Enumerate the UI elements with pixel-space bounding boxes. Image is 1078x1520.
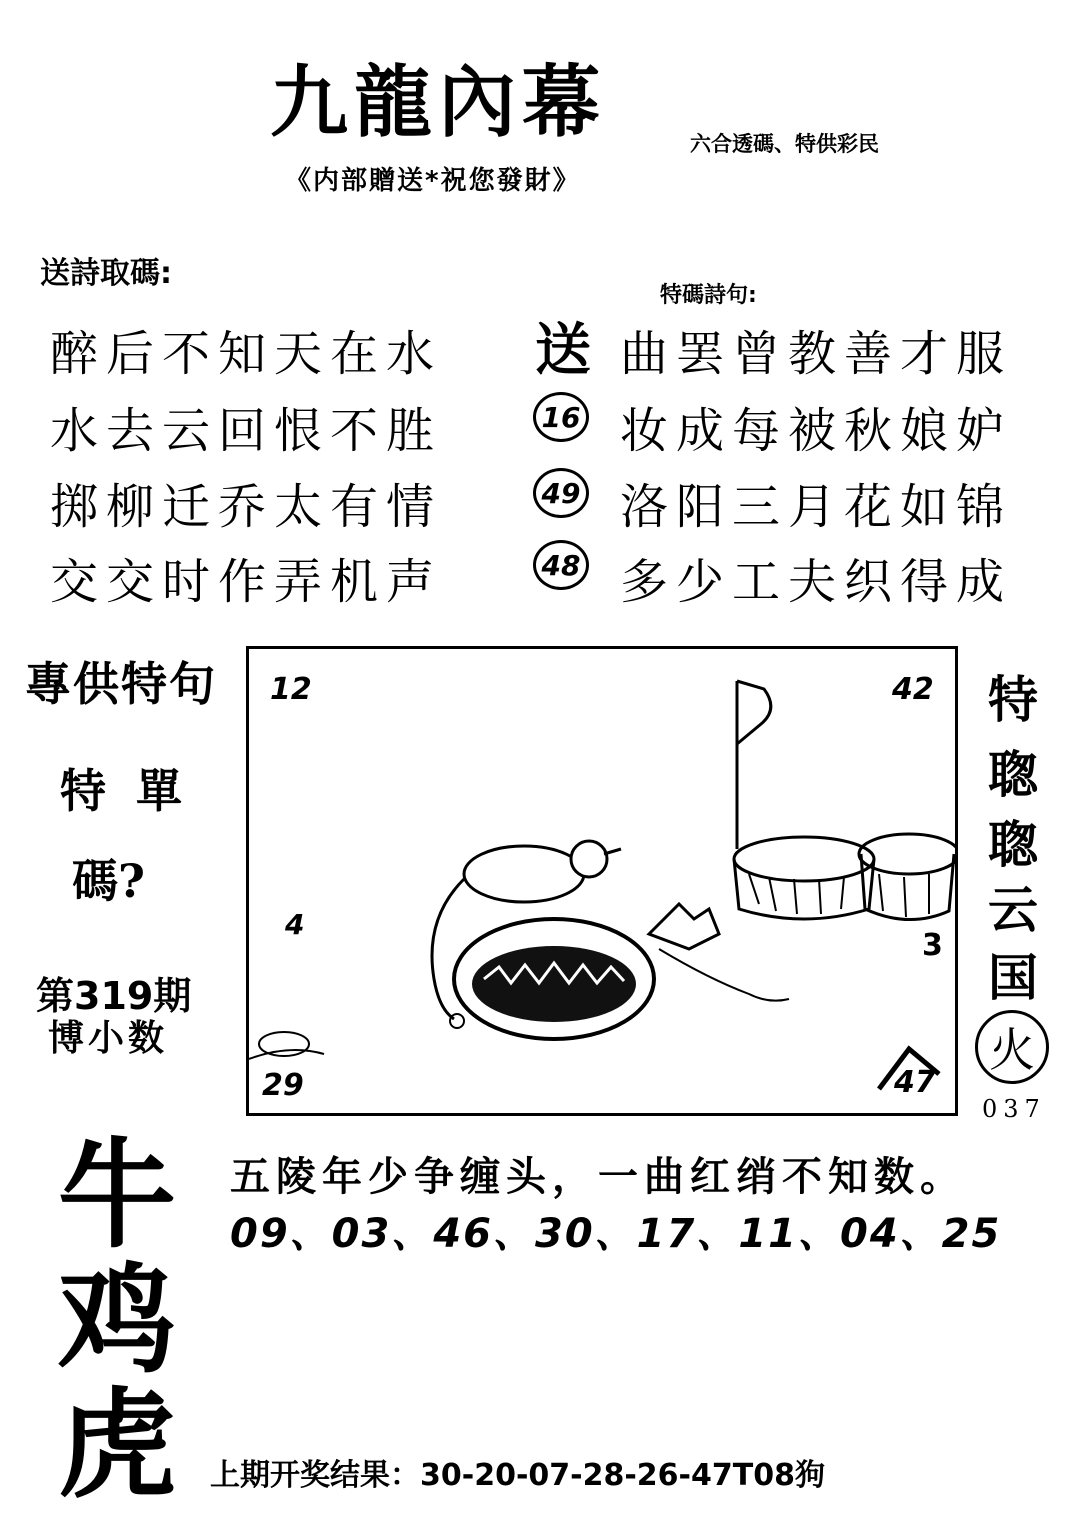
page-title: 九龍內幕 bbox=[270, 57, 607, 148]
code-question: 碼? bbox=[72, 854, 145, 908]
small-number-label: 博小数 bbox=[48, 1018, 169, 1059]
code-number: 037 bbox=[982, 1095, 1046, 1123]
poem-left-line-4: 交交时作弄机声 bbox=[50, 554, 443, 610]
single-label: 特單 bbox=[60, 764, 212, 818]
zodiac-1: 牛 bbox=[58, 1125, 177, 1264]
corner-number-top-right: 42 bbox=[892, 672, 934, 707]
poem-right-line-3: 洛阳三月花如锦 bbox=[620, 479, 1013, 535]
poem-heading: 送詩取碼: bbox=[40, 256, 172, 291]
corner-number-bottom-left: 29 bbox=[262, 1068, 304, 1103]
right-char-3: 聦 bbox=[988, 815, 1038, 874]
right-char-1: 特 bbox=[988, 670, 1038, 729]
tagline: 六合透碼、特供彩民 bbox=[690, 132, 879, 156]
subtitle: 《内部贈送*祝您發財》 bbox=[285, 166, 581, 196]
inner-mark-3: 3 bbox=[922, 928, 943, 963]
illustration-frame bbox=[246, 646, 958, 1116]
poem-left-line-1: 醉后不知天在水 bbox=[50, 326, 443, 382]
special-label: 專供特句 bbox=[25, 657, 217, 711]
poem-right-line-4: 多少工夫织得成 bbox=[620, 554, 1013, 610]
inner-mark-4: 4 bbox=[285, 908, 305, 941]
circled-number-16: 16 bbox=[533, 392, 589, 442]
rat-watermelon-illustration bbox=[249, 649, 955, 1113]
corner-number-top-left: 12 bbox=[270, 672, 312, 707]
circled-number-49: 49 bbox=[533, 468, 589, 518]
poem-right-line-2: 妆成每被秋娘妒 bbox=[620, 403, 1013, 459]
previous-result: 上期开奖结果：30-20-07-28-26-47T08狗 bbox=[210, 1458, 825, 1493]
zodiac-3: 虎 bbox=[58, 1375, 177, 1514]
corner-number-bottom-right: 47 bbox=[894, 1065, 936, 1100]
number-list: 09、03、46、30、17、11、04、25 bbox=[230, 1211, 1002, 1257]
verse-line: 五陵年少争缠头，一曲红绡不知数。 bbox=[230, 1153, 966, 1200]
poem-right-line-1: 曲罢曾教善才服 bbox=[620, 326, 1013, 382]
poem-left-line-3: 掷柳迁乔太有情 bbox=[50, 479, 443, 535]
circled-number-48: 48 bbox=[533, 540, 589, 590]
right-char-5: 国 bbox=[988, 948, 1038, 1007]
zodiac-2: 鸡 bbox=[58, 1250, 177, 1389]
right-char-4: 云 bbox=[988, 880, 1038, 939]
poem-left-line-2: 水去云回恨不胜 bbox=[50, 403, 443, 459]
fire-circle: 火 bbox=[975, 1010, 1049, 1084]
right-char-2: 聦 bbox=[988, 745, 1038, 804]
send-marker: 送 bbox=[535, 317, 591, 383]
issue-number: 第319期 bbox=[36, 974, 192, 1018]
poem-hint: 特碼詩句: bbox=[660, 283, 757, 308]
